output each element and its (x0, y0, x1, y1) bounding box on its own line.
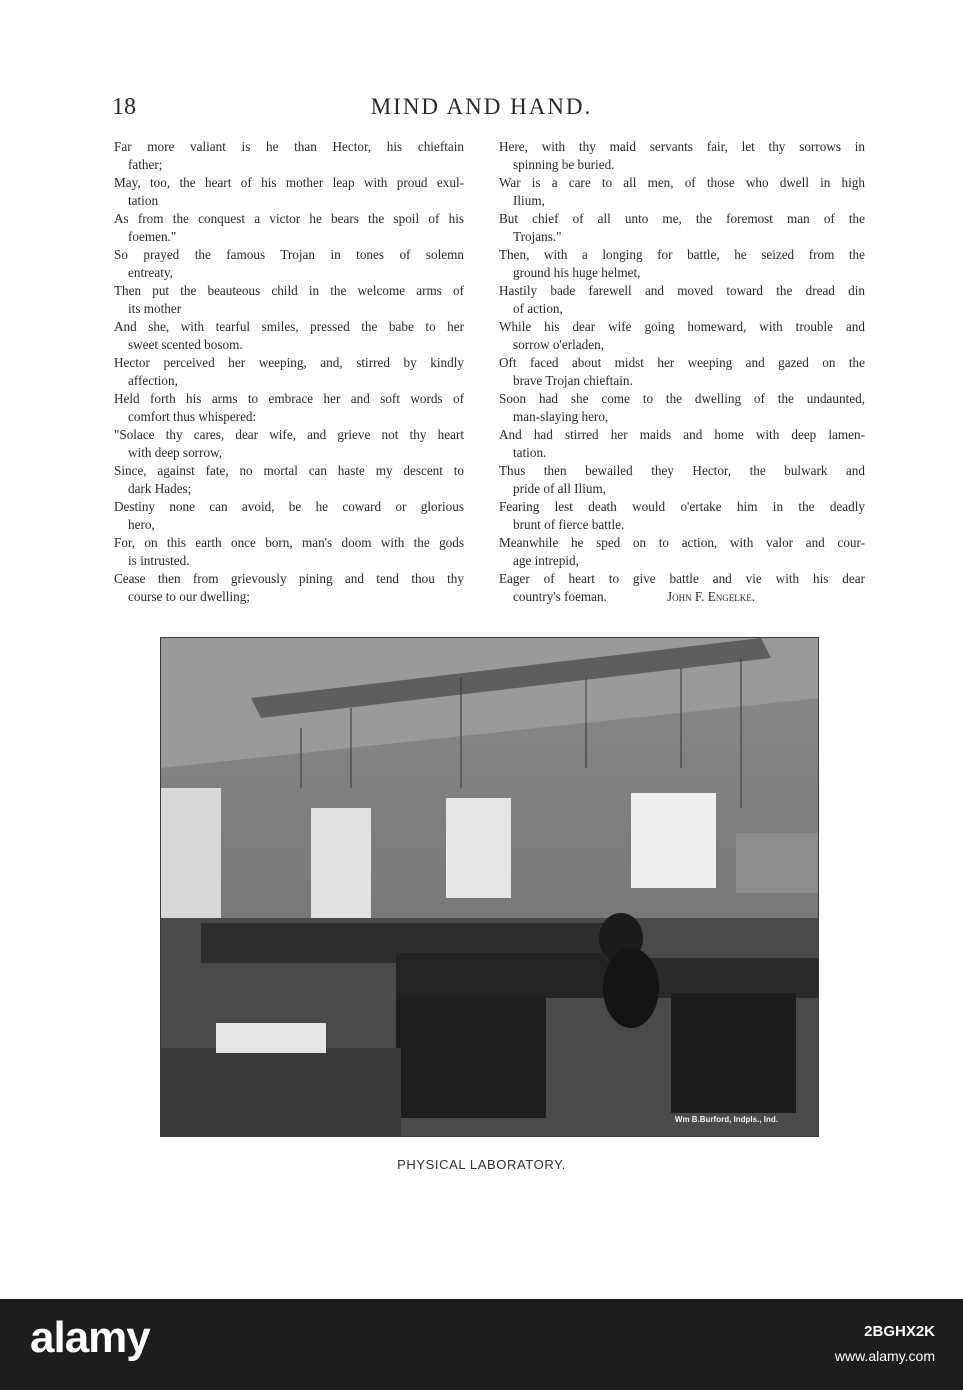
verse-continuation: foemen." (128, 229, 177, 244)
verse-continuation: entreaty, (128, 265, 173, 280)
verse-continuation: pride of all Ilium, (513, 481, 607, 496)
watermark-url: www.alamy.com (834, 1348, 935, 1364)
verse-first-line: Meanwhile he sped on to action, with valor and cour- (499, 535, 865, 550)
verse-continuation: father; (128, 157, 163, 172)
verse-continuation: sorrow o'erladen, (513, 337, 604, 352)
verse-line (114, 354, 464, 390)
verse-line (114, 174, 464, 210)
verse-continuation: course to our dwelling; (128, 589, 250, 604)
verse-line (499, 246, 865, 282)
engraver-credit: Wm B.Burford, Indpls., Ind. (674, 1115, 778, 1124)
verse-first-line: So prayed the famous Trojan in tones of solemn (114, 247, 464, 262)
watermark-image-id: 2BGHX2K (864, 1323, 935, 1340)
verse-first-line: Eager of heart to give battle and vie with his dear (499, 571, 865, 586)
verse-first-line: While his dear wife going homeward, with trouble and (499, 319, 865, 334)
poem-author: John F. Engelke. (666, 589, 756, 604)
verse-line (499, 426, 865, 462)
verse-first-line: Cease then from grievously pining and tend thou thy (114, 571, 464, 586)
verse-continuation: spinning be buried. (513, 157, 615, 172)
table-foreground (161, 1048, 401, 1137)
verse-continuation: Trojans." (513, 229, 562, 244)
verse-first-line: For, on this earth once born, man's doom with the gods (114, 535, 464, 550)
verse-continuation: country's foeman. (513, 589, 607, 604)
verse-first-line: Destiny none can avoid, be he coward or glorious (114, 499, 464, 514)
verse-line (114, 318, 464, 354)
lab-bench-right-top (631, 958, 819, 998)
verse-line (499, 282, 865, 318)
verse-line (499, 534, 865, 570)
verse-first-line: Held forth his arms to embrace her and soft words of (114, 391, 464, 406)
running-head: MIND AND HAND. (370, 94, 593, 119)
laboratory-photograph (160, 637, 819, 1137)
verse-line (499, 354, 865, 390)
verse-continuation: man-slaying hero, (513, 409, 609, 424)
verse-continuation: hero, (128, 517, 155, 532)
verse-line (114, 246, 464, 282)
verse-continuation: age intrepid, (513, 553, 579, 568)
verse-first-line: Since, against fate, no mortal can haste my descent to (114, 463, 464, 478)
verse-first-line: Hastily bade farewell and moved toward the dread din (499, 283, 865, 298)
verse-line (499, 390, 865, 426)
verse-line (114, 282, 464, 318)
window-left (161, 788, 221, 928)
verse-continuation: Ilium, (513, 193, 545, 208)
verse-line (499, 174, 865, 210)
poem-left-column (114, 138, 464, 606)
verse-continuation: brunt of fierce battle. (513, 517, 625, 532)
verse-first-line: Soon had she come to the dwelling of the undaunted, (499, 391, 865, 406)
poem-right-column (499, 138, 865, 606)
window-center-left (311, 808, 371, 918)
verse-line (499, 570, 865, 606)
verse-first-line: Then, with a longing for battle, he seized from the (499, 247, 865, 262)
verse-line (114, 570, 464, 606)
verse-continuation: of action, (513, 301, 563, 316)
verse-line (114, 426, 464, 462)
verse-continuation: sweet scented bosom. (128, 337, 243, 352)
page-number: 18 (112, 94, 136, 120)
verse-continuation: brave Trojan chieftain. (513, 373, 633, 388)
verse-first-line: War is a care to all men, of those who dwell in high (499, 175, 865, 190)
verse-continuation: its mother (128, 301, 182, 316)
verse-first-line: Hector perceived her weeping, and, stirred by kindly (114, 355, 464, 370)
verse-first-line: Then put the beauteous child in the welcome arms of (114, 283, 464, 298)
window-right (631, 793, 716, 888)
lab-bench-center-top (396, 953, 636, 998)
verse-first-line: And had stirred her maids and home with deep lamen- (499, 427, 865, 442)
watermark-logo: alamy (30, 1313, 150, 1362)
watermark-info (835, 1320, 935, 1368)
verse-line (499, 318, 865, 354)
verse-continuation: ground his huge helmet, (513, 265, 641, 280)
verse-continuation: dark Hades; (128, 481, 192, 496)
verse-line (114, 534, 464, 570)
verse-line (114, 210, 464, 246)
verse-first-line: Oft faced about midst her weeping and gazed on the (499, 355, 865, 370)
verse-first-line: But chief of all unto me, the foremost man of the (499, 211, 865, 226)
window-center (446, 798, 511, 898)
verse-line (499, 138, 865, 174)
verse-first-line: Here, with thy maid servants fair, let thy sorrows in (499, 139, 865, 154)
verse-line (499, 462, 865, 498)
verse-line (114, 390, 464, 426)
verse-continuation: affection, (128, 373, 178, 388)
specimen-boxes (216, 1023, 326, 1053)
verse-first-line: May, too, the heart of his mother leap with proud exul- (114, 175, 464, 190)
verse-continuation: is intrusted. (128, 553, 190, 568)
verse-continuation: with deep sorrow, (128, 445, 222, 460)
verse-line (114, 462, 464, 498)
verse-line (114, 498, 464, 534)
figure-caption: PHYSICAL LABORATORY. (397, 1157, 566, 1172)
verse-first-line: And she, with tearful smiles, pressed the babe to her (114, 319, 464, 334)
verse-line (499, 498, 865, 534)
verse-continuation: tation. (513, 445, 547, 460)
verse-continuation: tation (128, 193, 159, 208)
lab-bench-center (396, 993, 546, 1118)
verse-first-line: Thus then bewailed they Hector, the bulwark and (499, 463, 865, 478)
verse-line (114, 138, 464, 174)
verse-first-line: Far more valiant is he than Hector, his chieftain (114, 139, 464, 154)
laboratory-scene (161, 638, 819, 1137)
verse-first-line: As from the conquest a victor he bears the spoil of his (114, 211, 464, 226)
verse-first-line: "Solace thy cares, dear wife, and grieve not thy heart (114, 427, 464, 442)
verse-continuation: comfort thus whispered: (128, 409, 257, 424)
lab-bench-right (671, 993, 796, 1113)
verse-first-line: Fearing lest death would o'ertake him in the deadly (499, 499, 865, 514)
student-standing (603, 948, 659, 1028)
verse-line (499, 210, 865, 246)
blackboard (736, 833, 819, 893)
